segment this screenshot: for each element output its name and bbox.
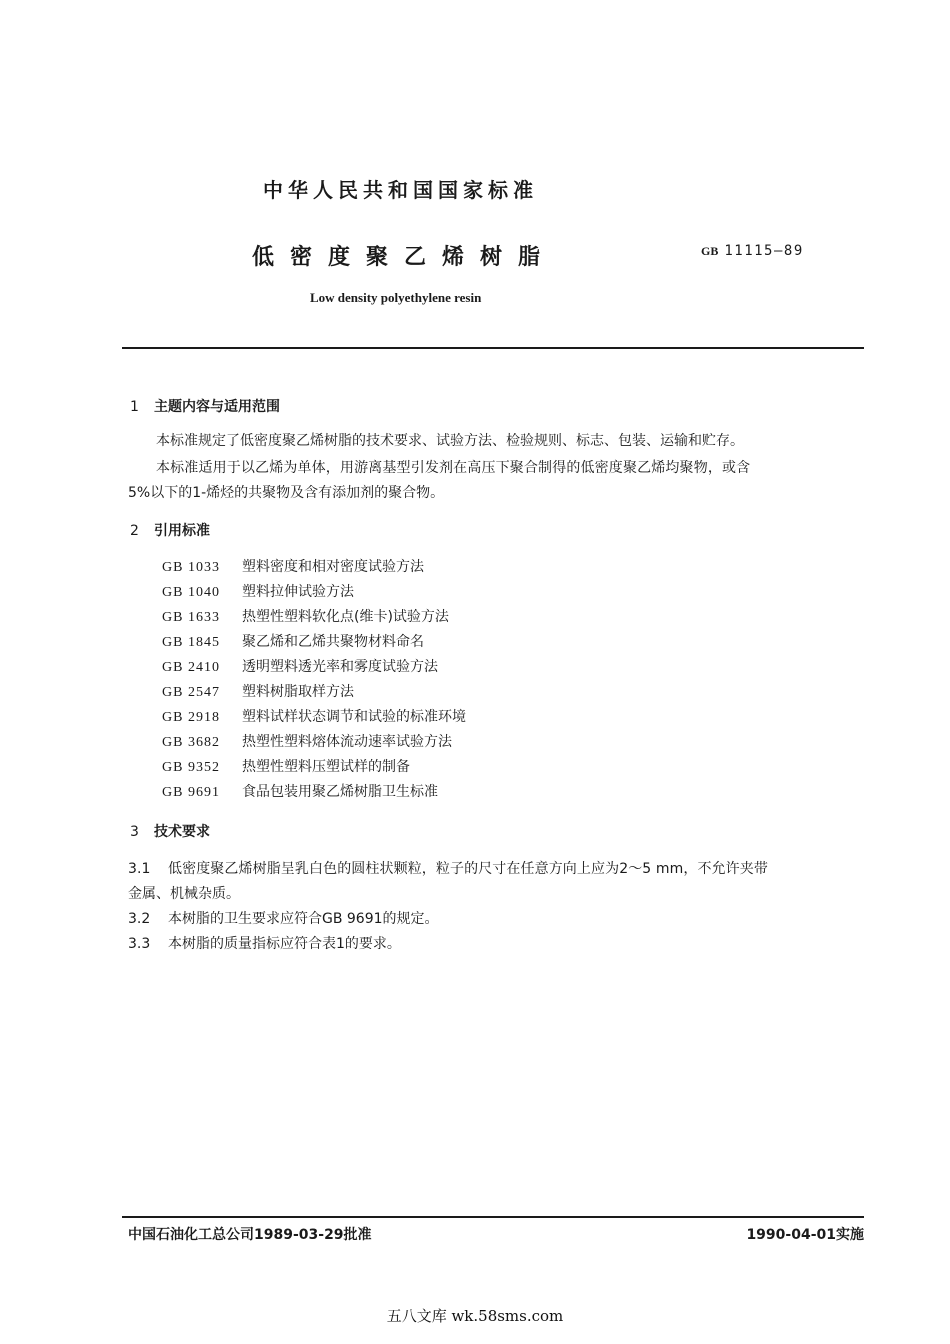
effective-date: 1990-04-01实施 [746,1227,864,1243]
english-title: Low density polyethylene resin [310,290,482,305]
approval-line: 中国石油化工总公司1989-03-29批准 [128,1227,372,1243]
clause-3-3 [128,933,401,953]
header-divider [122,347,864,349]
ref-name: 食品包装用聚乙烯树脂卫生标准 [242,784,438,800]
standard-code-prefix: GB [701,244,719,258]
list-item [162,706,466,726]
list-item [162,631,424,651]
ref-code: GB 9691 [162,785,220,800]
section-title: 主题内容与适用范围 [154,399,280,415]
ref-name: 塑料试样状态调节和试验的标准环境 [242,709,466,725]
section-3-heading [130,821,210,841]
ref-name: 透明塑料透光率和雾度试验方法 [242,659,438,675]
list-item [162,656,438,676]
country-standard-heading: 中华人民共和国国家标准 [263,178,538,202]
document-title: 低密度聚乙烯树脂 [252,245,557,270]
clause-text: 本树脂的卫生要求应符合GB 9691的规定。 [168,911,439,927]
section-title: 技术要求 [154,824,210,840]
list-item [162,606,449,626]
section-1-heading [130,396,280,416]
clause-3-2 [128,908,439,928]
ref-code: GB 2410 [162,660,220,675]
ref-code: GB 9352 [162,760,220,775]
section-title: 引用标准 [154,523,210,539]
ref-name: 热塑性塑料熔体流动速率试验方法 [242,734,452,750]
ref-name: 热塑性塑料压塑试样的制备 [242,759,410,775]
clause-number: 3.2 [128,911,151,927]
ref-code: GB 1033 [162,560,220,575]
ref-code: GB 1845 [162,635,220,650]
section-2-heading [130,520,210,540]
standard-code-number: 11115—89 [724,243,804,259]
section-number: 2 [130,523,139,539]
footer-divider [122,1216,864,1218]
ref-name: 塑料密度和相对密度试验方法 [242,559,424,575]
standard-code [701,243,804,259]
ref-name: 热塑性塑料软化点(维卡)试验方法 [242,609,449,625]
ref-code: GB 2547 [162,685,220,700]
section-number: 3 [130,824,139,840]
section-number: 1 [130,399,139,415]
list-item [162,681,354,701]
list-item [162,756,410,776]
clause-3-1-cont: 金属、机械杂质。 [128,886,240,902]
list-item [162,581,354,601]
ref-name: 塑料树脂取样方法 [242,684,354,700]
section-1-paragraph-1: 本标准规定了低密度聚乙烯树脂的技术要求、试验方法、检验规则、标志、包装、运输和贮存。 [156,433,744,449]
clause-text: 本树脂的质量指标应符合表1的要求。 [168,936,401,952]
clause-number: 3.3 [128,936,151,952]
ref-name: 聚乙烯和乙烯共聚物材料命名 [242,634,424,650]
clause-3-1 [128,858,768,878]
clause-text: 低密度聚乙烯树脂呈乳白色的圆柱状颗粒，粒子的尺寸在任意方向上应为2～5 mm，不允许夹带 [168,861,768,877]
ref-name: 塑料拉伸试验方法 [242,584,354,600]
ref-code: GB 1633 [162,610,220,625]
list-item [162,781,438,801]
list-item [162,731,452,751]
list-item [162,556,424,576]
section-1-paragraph-2: 本标准适用于以乙烯为单体，用游离基型引发剂在高压下聚合制得的低密度聚乙烯均聚物，或含 [156,460,751,476]
ref-code: GB 1040 [162,585,220,600]
ref-code: GB 3682 [162,735,220,750]
site-watermark: 五八文库 wk.58sms.com [386,1307,564,1325]
ref-code: GB 2918 [162,710,220,725]
section-1-paragraph-2-cont: 5%以下的1-烯烃的共聚物及含有添加剂的聚合物。 [128,485,445,501]
clause-number: 3.1 [128,861,151,877]
